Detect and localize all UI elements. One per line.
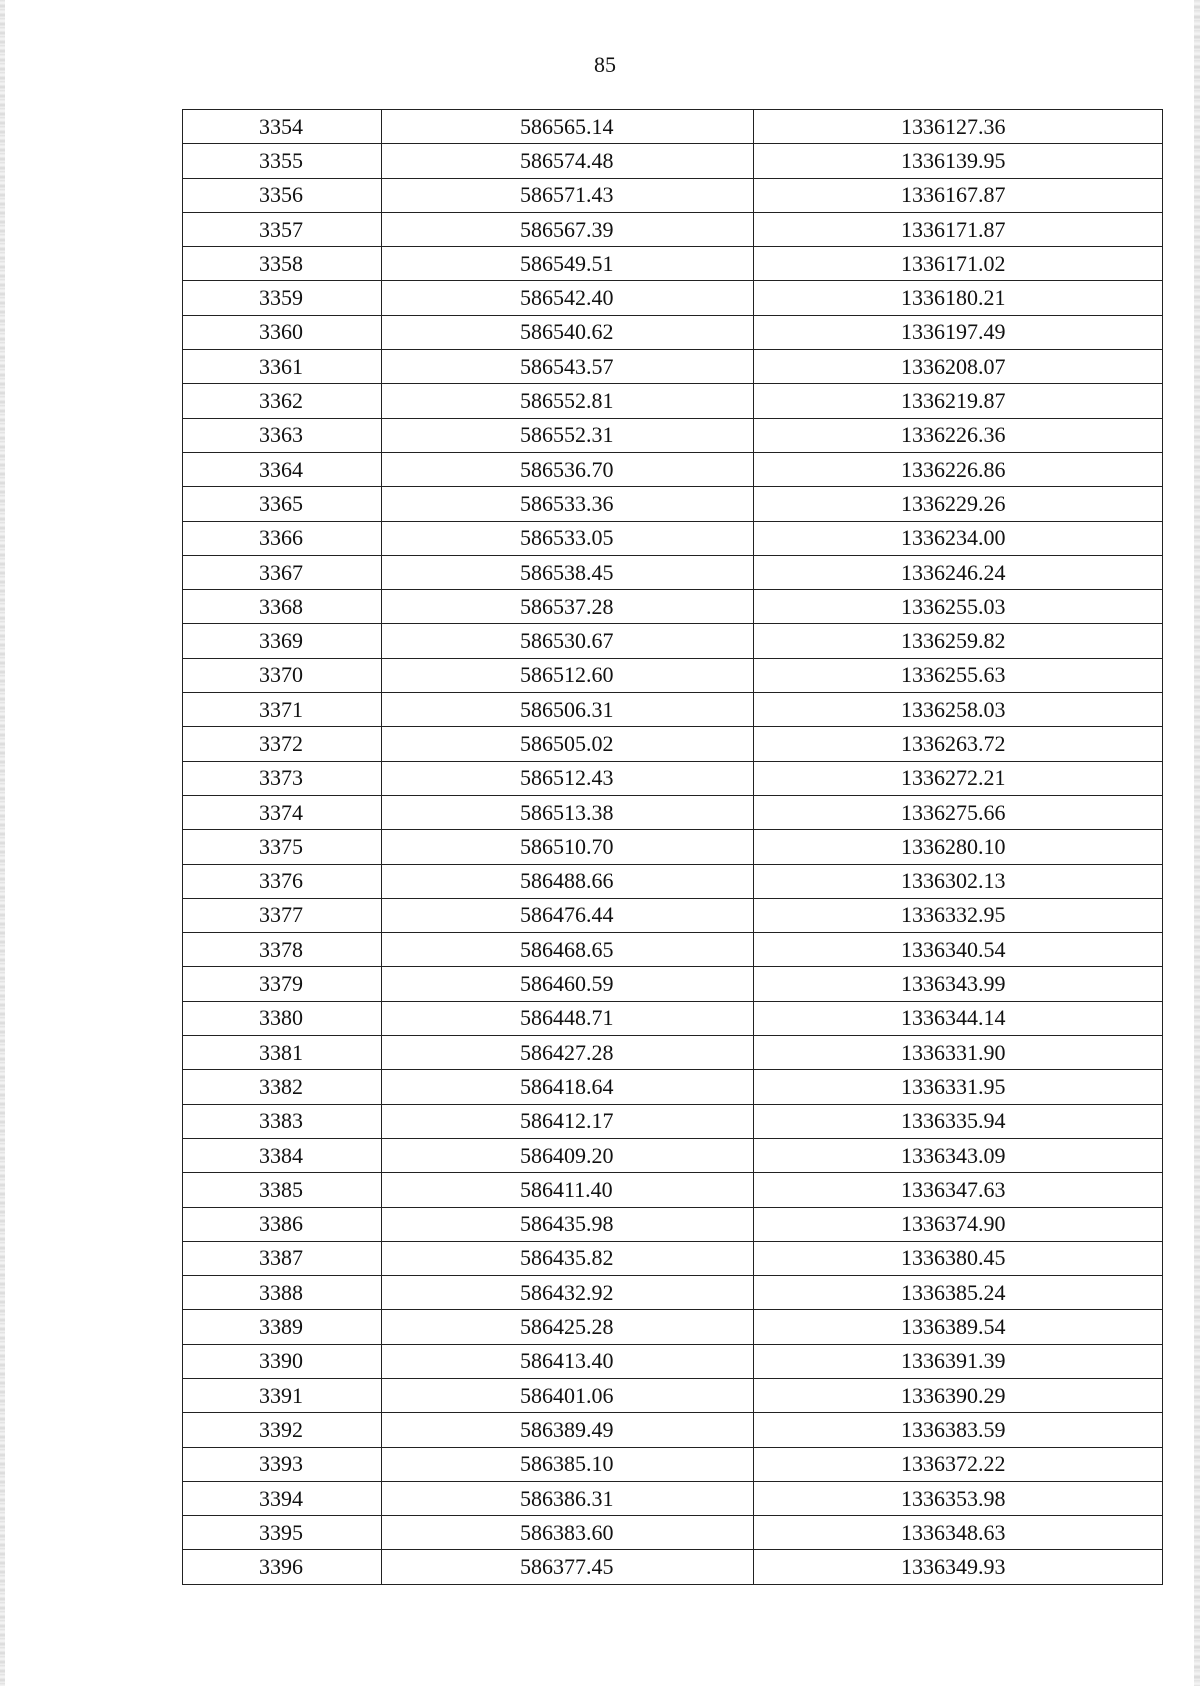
point-number-cell: 3374 <box>183 795 382 829</box>
point-number-cell: 3369 <box>183 624 382 658</box>
table-row <box>183 658 1163 692</box>
y-coordinate-cell: 1336272.21 <box>754 761 1163 795</box>
y-coordinate-cell: 1336255.63 <box>754 658 1163 692</box>
x-coordinate-cell: 586530.67 <box>382 624 754 658</box>
x-coordinate-cell: 586418.64 <box>382 1070 754 1104</box>
table-row <box>183 1516 1163 1550</box>
table-row <box>183 1173 1163 1207</box>
x-coordinate-cell: 586476.44 <box>382 898 754 932</box>
table-row <box>183 1550 1163 1584</box>
point-number-cell: 3392 <box>183 1413 382 1447</box>
x-coordinate-cell: 586385.10 <box>382 1447 754 1481</box>
y-coordinate-cell: 1336263.72 <box>754 727 1163 761</box>
y-coordinate-cell: 1336171.02 <box>754 247 1163 281</box>
y-coordinate-cell: 1336226.36 <box>754 418 1163 452</box>
table-row <box>183 1104 1163 1138</box>
point-number-cell: 3389 <box>183 1310 382 1344</box>
table-row <box>183 795 1163 829</box>
y-coordinate-cell: 1336229.26 <box>754 487 1163 521</box>
x-coordinate-cell: 586425.28 <box>382 1310 754 1344</box>
y-coordinate-cell: 1336353.98 <box>754 1481 1163 1515</box>
x-coordinate-cell: 586432.92 <box>382 1276 754 1310</box>
y-coordinate-cell: 1336127.36 <box>754 110 1163 144</box>
y-coordinate-cell: 1336234.00 <box>754 521 1163 555</box>
y-coordinate-cell: 1336348.63 <box>754 1516 1163 1550</box>
table-row <box>183 555 1163 589</box>
y-coordinate-cell: 1336255.03 <box>754 590 1163 624</box>
point-number-cell: 3365 <box>183 487 382 521</box>
point-number-cell: 3356 <box>183 178 382 212</box>
table-row <box>183 1447 1163 1481</box>
y-coordinate-cell: 1336171.87 <box>754 212 1163 246</box>
table-row <box>183 521 1163 555</box>
table-row <box>183 452 1163 486</box>
x-coordinate-cell: 586537.28 <box>382 590 754 624</box>
table-row <box>183 1036 1163 1070</box>
table-row <box>183 315 1163 349</box>
point-number-cell: 3377 <box>183 898 382 932</box>
table-row <box>183 1207 1163 1241</box>
table-row <box>183 1481 1163 1515</box>
y-coordinate-cell: 1336347.63 <box>754 1173 1163 1207</box>
x-coordinate-cell: 586468.65 <box>382 933 754 967</box>
y-coordinate-cell: 1336332.95 <box>754 898 1163 932</box>
y-coordinate-cell: 1336344.14 <box>754 1001 1163 1035</box>
point-number-cell: 3385 <box>183 1173 382 1207</box>
point-number-cell: 3366 <box>183 521 382 555</box>
point-number-cell: 3370 <box>183 658 382 692</box>
table-row <box>183 1241 1163 1275</box>
point-number-cell: 3388 <box>183 1276 382 1310</box>
y-coordinate-cell: 1336389.54 <box>754 1310 1163 1344</box>
x-coordinate-cell: 586552.81 <box>382 384 754 418</box>
x-coordinate-cell: 586533.36 <box>382 487 754 521</box>
y-coordinate-cell: 1336280.10 <box>754 830 1163 864</box>
y-coordinate-cell: 1336219.87 <box>754 384 1163 418</box>
y-coordinate-cell: 1336383.59 <box>754 1413 1163 1447</box>
y-coordinate-cell: 1336391.39 <box>754 1344 1163 1378</box>
y-coordinate-cell: 1336331.90 <box>754 1036 1163 1070</box>
coordinates-table-body <box>183 110 1163 1585</box>
table-row <box>183 624 1163 658</box>
x-coordinate-cell: 586533.05 <box>382 521 754 555</box>
table-row <box>183 590 1163 624</box>
y-coordinate-cell: 1336374.90 <box>754 1207 1163 1241</box>
point-number-cell: 3380 <box>183 1001 382 1035</box>
point-number-cell: 3383 <box>183 1104 382 1138</box>
table-row <box>183 350 1163 384</box>
point-number-cell: 3396 <box>183 1550 382 1584</box>
page-number: 85 <box>594 52 616 77</box>
x-coordinate-cell: 586506.31 <box>382 693 754 727</box>
table-row <box>183 144 1163 178</box>
x-coordinate-cell: 586512.60 <box>382 658 754 692</box>
table-row <box>183 1276 1163 1310</box>
table-row <box>183 864 1163 898</box>
point-number-cell: 3390 <box>183 1344 382 1378</box>
table-row <box>183 1001 1163 1035</box>
point-number-cell: 3359 <box>183 281 382 315</box>
x-coordinate-cell: 586565.14 <box>382 110 754 144</box>
point-number-cell: 3378 <box>183 933 382 967</box>
point-number-cell: 3363 <box>183 418 382 452</box>
point-number-cell: 3361 <box>183 350 382 384</box>
point-number-cell: 3373 <box>183 761 382 795</box>
point-number-cell: 3362 <box>183 384 382 418</box>
table-row <box>183 487 1163 521</box>
point-number-cell: 3393 <box>183 1447 382 1481</box>
coordinates-table <box>182 109 1163 1585</box>
point-number-cell: 3372 <box>183 727 382 761</box>
y-coordinate-cell: 1336167.87 <box>754 178 1163 212</box>
table-row <box>183 1070 1163 1104</box>
x-coordinate-cell: 586389.49 <box>382 1413 754 1447</box>
x-coordinate-cell: 586401.06 <box>382 1378 754 1412</box>
point-number-cell: 3355 <box>183 144 382 178</box>
scan-edge-right <box>1194 0 1200 1686</box>
table-row <box>183 110 1163 144</box>
x-coordinate-cell: 586571.43 <box>382 178 754 212</box>
point-number-cell: 3371 <box>183 693 382 727</box>
x-coordinate-cell: 586567.39 <box>382 212 754 246</box>
point-number-cell: 3367 <box>183 555 382 589</box>
y-coordinate-cell: 1336226.86 <box>754 452 1163 486</box>
table-row <box>183 761 1163 795</box>
table-row <box>183 178 1163 212</box>
y-coordinate-cell: 1336258.03 <box>754 693 1163 727</box>
table-row <box>183 693 1163 727</box>
y-coordinate-cell: 1336390.29 <box>754 1378 1163 1412</box>
y-coordinate-cell: 1336380.45 <box>754 1241 1163 1275</box>
point-number-cell: 3354 <box>183 110 382 144</box>
table-row <box>183 418 1163 452</box>
table-row <box>183 1413 1163 1447</box>
x-coordinate-cell: 586543.57 <box>382 350 754 384</box>
table-row <box>183 247 1163 281</box>
x-coordinate-cell: 586435.82 <box>382 1241 754 1275</box>
table-row <box>183 384 1163 418</box>
point-number-cell: 3382 <box>183 1070 382 1104</box>
x-coordinate-cell: 586412.17 <box>382 1104 754 1138</box>
x-coordinate-cell: 586513.38 <box>382 795 754 829</box>
x-coordinate-cell: 586383.60 <box>382 1516 754 1550</box>
x-coordinate-cell: 586549.51 <box>382 247 754 281</box>
point-number-cell: 3379 <box>183 967 382 1001</box>
y-coordinate-cell: 1336246.24 <box>754 555 1163 589</box>
y-coordinate-cell: 1336385.24 <box>754 1276 1163 1310</box>
x-coordinate-cell: 586540.62 <box>382 315 754 349</box>
x-coordinate-cell: 586409.20 <box>382 1138 754 1172</box>
x-coordinate-cell: 586460.59 <box>382 967 754 1001</box>
y-coordinate-cell: 1336331.95 <box>754 1070 1163 1104</box>
x-coordinate-cell: 586488.66 <box>382 864 754 898</box>
point-number-cell: 3395 <box>183 1516 382 1550</box>
y-coordinate-cell: 1336180.21 <box>754 281 1163 315</box>
point-number-cell: 3381 <box>183 1036 382 1070</box>
table-row <box>183 830 1163 864</box>
y-coordinate-cell: 1336302.13 <box>754 864 1163 898</box>
y-coordinate-cell: 1336139.95 <box>754 144 1163 178</box>
table-row <box>183 1378 1163 1412</box>
table-row <box>183 281 1163 315</box>
table-row <box>183 727 1163 761</box>
table-row <box>183 1138 1163 1172</box>
x-coordinate-cell: 586552.31 <box>382 418 754 452</box>
y-coordinate-cell: 1336208.07 <box>754 350 1163 384</box>
y-coordinate-cell: 1336372.22 <box>754 1447 1163 1481</box>
point-number-cell: 3384 <box>183 1138 382 1172</box>
table-row <box>183 1310 1163 1344</box>
table-row <box>183 1344 1163 1378</box>
x-coordinate-cell: 586413.40 <box>382 1344 754 1378</box>
y-coordinate-cell: 1336275.66 <box>754 795 1163 829</box>
y-coordinate-cell: 1336343.09 <box>754 1138 1163 1172</box>
point-number-cell: 3368 <box>183 590 382 624</box>
x-coordinate-cell: 586427.28 <box>382 1036 754 1070</box>
y-coordinate-cell: 1336259.82 <box>754 624 1163 658</box>
x-coordinate-cell: 586574.48 <box>382 144 754 178</box>
x-coordinate-cell: 586512.43 <box>382 761 754 795</box>
point-number-cell: 3360 <box>183 315 382 349</box>
table-row <box>183 212 1163 246</box>
point-number-cell: 3375 <box>183 830 382 864</box>
point-number-cell: 3386 <box>183 1207 382 1241</box>
point-number-cell: 3364 <box>183 452 382 486</box>
point-number-cell: 3391 <box>183 1378 382 1412</box>
x-coordinate-cell: 586448.71 <box>382 1001 754 1035</box>
point-number-cell: 3358 <box>183 247 382 281</box>
y-coordinate-cell: 1336343.99 <box>754 967 1163 1001</box>
y-coordinate-cell: 1336340.54 <box>754 933 1163 967</box>
table-row <box>183 898 1163 932</box>
x-coordinate-cell: 586377.45 <box>382 1550 754 1584</box>
x-coordinate-cell: 586538.45 <box>382 555 754 589</box>
y-coordinate-cell: 1336335.94 <box>754 1104 1163 1138</box>
point-number-cell: 3376 <box>183 864 382 898</box>
point-number-cell: 3387 <box>183 1241 382 1275</box>
point-number-cell: 3357 <box>183 212 382 246</box>
x-coordinate-cell: 586542.40 <box>382 281 754 315</box>
point-number-cell: 3394 <box>183 1481 382 1515</box>
table-row <box>183 967 1163 1001</box>
y-coordinate-cell: 1336197.49 <box>754 315 1163 349</box>
x-coordinate-cell: 586411.40 <box>382 1173 754 1207</box>
x-coordinate-cell: 586505.02 <box>382 727 754 761</box>
x-coordinate-cell: 586386.31 <box>382 1481 754 1515</box>
x-coordinate-cell: 586536.70 <box>382 452 754 486</box>
table-row <box>183 933 1163 967</box>
scan-edge-left <box>0 0 5 1686</box>
y-coordinate-cell: 1336349.93 <box>754 1550 1163 1584</box>
x-coordinate-cell: 586435.98 <box>382 1207 754 1241</box>
x-coordinate-cell: 586510.70 <box>382 830 754 864</box>
